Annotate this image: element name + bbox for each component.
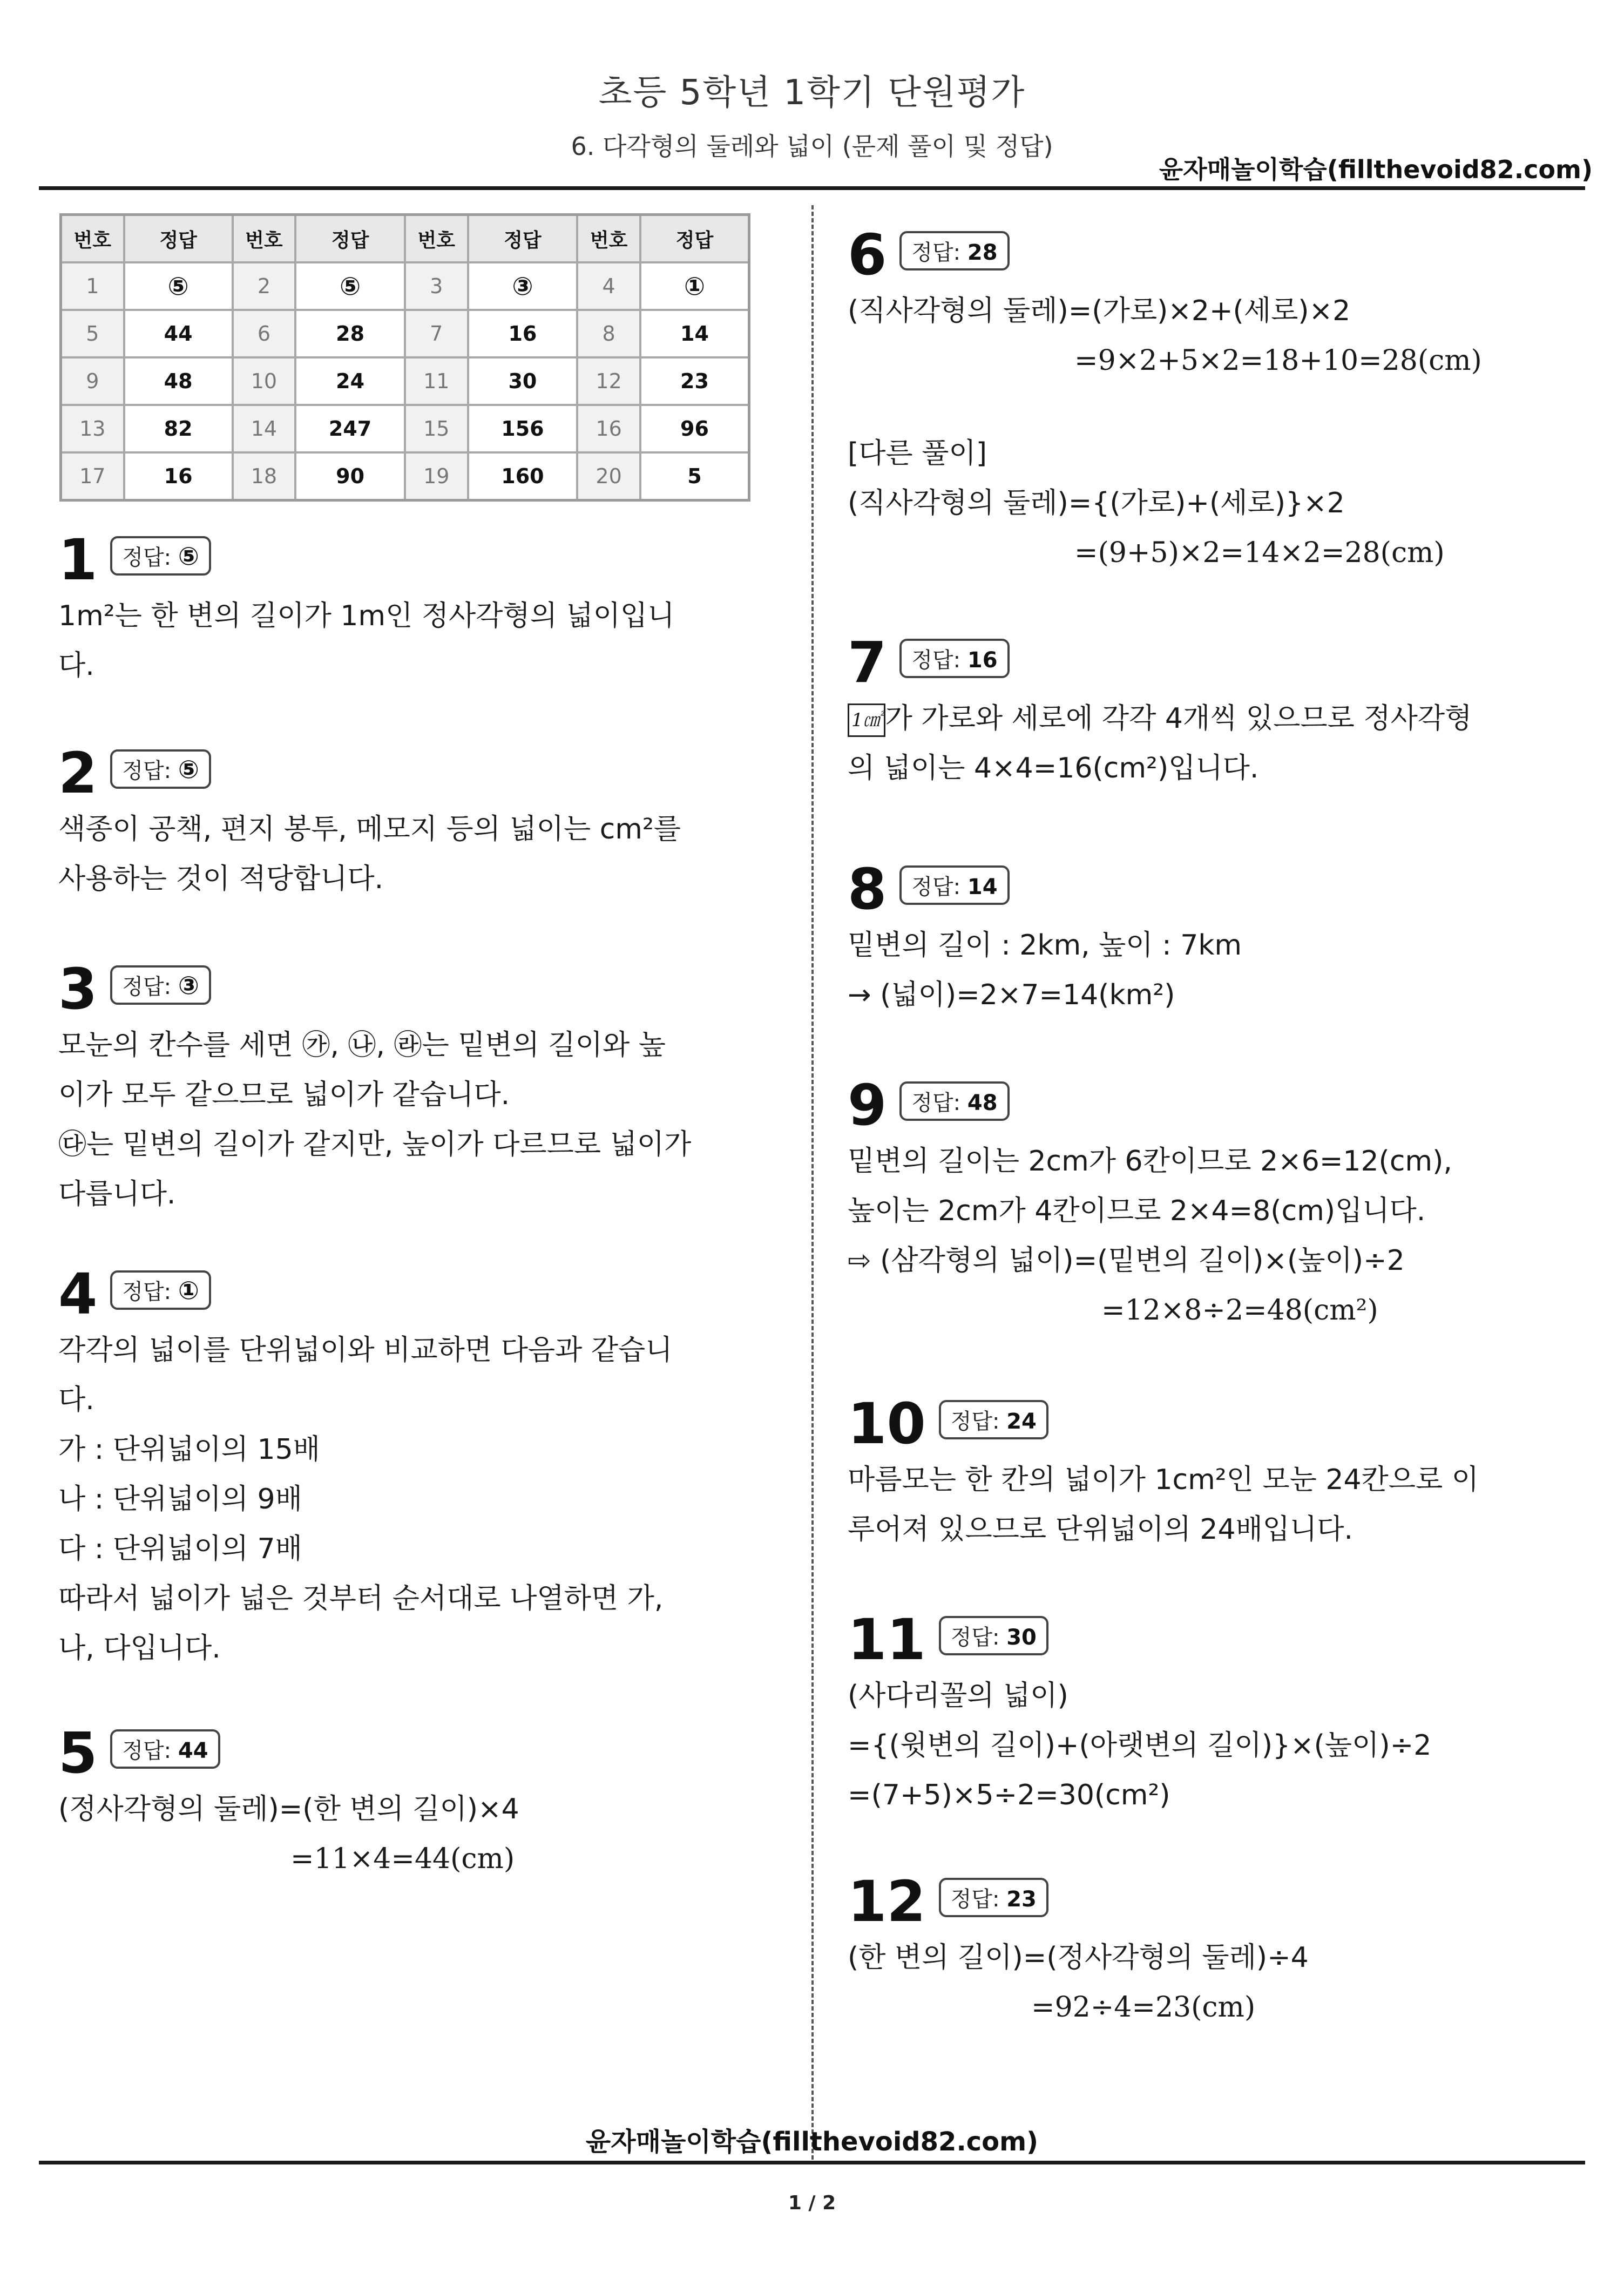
answer-value: ③: [468, 262, 578, 310]
answer-badge: [899, 1081, 1009, 1121]
solution-text: [58, 1325, 755, 1673]
answer-label: 정답:: [122, 545, 172, 570]
answer-value: 96: [640, 405, 749, 452]
answer-badge: [110, 1729, 220, 1769]
solution-text: [848, 1933, 1309, 2032]
solution-line: ={(윗변의 길이)+(아랫변의 길이)}×(높이)÷2: [848, 1729, 1432, 1762]
answer-value: 82: [124, 405, 233, 452]
answer-badge: [939, 1878, 1048, 1917]
header-number: 번호: [61, 215, 124, 263]
solution-line: =9×2+5×2=18+10=28(cm): [1074, 344, 1482, 377]
page-subtitle: 6. 다각형의 둘레와 넓이 (문제 풀이 및 정답): [571, 132, 1053, 161]
page-number: 1 / 2: [788, 2192, 836, 2214]
question-1: [58, 527, 755, 691]
answer-value: 23: [640, 357, 749, 405]
solution-line: (직사각형의 둘레)={(가로)+(세로)}×2: [848, 487, 1345, 519]
solution-line: → (넓이)=2×7=14(km²): [848, 979, 1175, 1011]
answer-number: 1: [61, 262, 124, 310]
answer-value: 44: [178, 1738, 208, 1763]
question-number: 6: [848, 222, 887, 288]
question-number: 11: [848, 1607, 926, 1673]
answer-value: 28: [295, 310, 405, 357]
solution-line: 다릅니다.: [58, 1178, 176, 1210]
answer-number: 19: [405, 452, 468, 500]
answer-number: 16: [577, 405, 640, 452]
question-8: [848, 856, 1242, 1020]
answer-label: 정답:: [122, 1738, 172, 1763]
answer-value: 90: [295, 452, 405, 500]
answer-value: 5: [640, 452, 749, 500]
answer-value: 24: [1006, 1409, 1037, 1434]
answer-label: 정답:: [122, 974, 172, 999]
answer-number: 11: [405, 357, 468, 405]
answer-number: 10: [233, 357, 296, 405]
brand-header: 윤자매놀이학습(fillthevoid82.com): [1159, 155, 1593, 184]
answer-value: ⑤: [124, 262, 233, 310]
solution-text: [848, 694, 1472, 793]
solution-text: [848, 1671, 1431, 1820]
answer-value: 23: [1006, 1886, 1037, 1912]
solution-text: [848, 921, 1242, 1020]
solution-line: 이가 모두 같으므로 넓이가 같습니다.: [58, 1079, 510, 1111]
answer-number: 17: [61, 452, 124, 500]
answer-value: 247: [295, 405, 405, 452]
solution-line: 사용하는 것이 적당합니다.: [58, 863, 384, 895]
answer-value: ⑤: [295, 262, 405, 310]
answer-value: 16: [967, 647, 998, 673]
answer-label: 정답:: [950, 1625, 1000, 1650]
question-10: [848, 1391, 1479, 1554]
answer-value: 14: [967, 874, 998, 899]
alt-solution-label: [다른 풀이]: [848, 437, 987, 470]
answer-value: 30: [468, 357, 578, 405]
solution-line: 모눈의 칸수를 세면 ㉮, ㉯, ㉱는 밑변의 길이와 높: [58, 1029, 666, 1061]
answer-value: 24: [295, 357, 405, 405]
bottom-rule: [39, 2161, 1585, 2164]
solution-line: 밑변의 길이는 2cm가 6칸이므로 2×6=12(cm),: [848, 1145, 1452, 1178]
solution-text: [58, 1784, 755, 1884]
header-number: 번호: [233, 215, 296, 263]
answer-number: 8: [577, 310, 640, 357]
solution-line: 가 가로와 세로에 각각 4개씩 있으므로 정사각형: [885, 702, 1472, 735]
answer-number: 7: [405, 310, 468, 357]
solution-line: 따라서 넓이가 넓은 것부터 순서대로 나열하면 가,: [58, 1582, 664, 1615]
top-rule: [39, 186, 1585, 190]
answer-badge: [899, 231, 1009, 270]
question-number: 12: [848, 1869, 926, 1934]
solution-line: =(9+5)×2=14×2=28(cm): [1074, 537, 1445, 569]
solution-line: ⇨ (삼각형의 넓이)=(밑변의 길이)×(높이)÷2: [848, 1244, 1405, 1277]
answer-value: 160: [468, 452, 578, 500]
answer-badge: [110, 536, 211, 576]
answer-label: 정답:: [950, 1886, 1000, 1912]
header-number: 번호: [577, 215, 640, 263]
answer-label: 정답:: [911, 647, 961, 673]
question-number: 10: [848, 1391, 926, 1457]
solution-line: 색종이 공책, 편지 봉투, 메모지 등의 넓이는 cm²를: [58, 813, 681, 845]
solution-line: 루어져 있으므로 단위넓이의 24배입니다.: [848, 1513, 1353, 1546]
solution-line: (사다리꼴의 넓이): [848, 1680, 1068, 1712]
solution-line: (정사각형의 둘레)=(한 변의 길이)×4: [58, 1793, 519, 1825]
solution-line: 다.: [58, 1384, 94, 1416]
answer-badge: [110, 965, 211, 1005]
brand-footer: 윤자매놀이학습(fillthevoid82.com): [585, 2127, 1039, 2157]
answer-number: 14: [233, 405, 296, 452]
solution-line: 의 넓이는 4×4=16(cm²)입니다.: [848, 752, 1259, 784]
answer-label: 정답:: [950, 1409, 1000, 1434]
answer-value: 14: [640, 310, 749, 357]
question-9: [848, 1072, 1452, 1335]
column-divider: [811, 205, 814, 2160]
answer-label: 정답:: [911, 240, 961, 265]
header-number: 번호: [405, 215, 468, 263]
answer-number: 12: [577, 357, 640, 405]
header-answer: 정답: [295, 215, 405, 263]
square-centimeter-icon: 1㎠: [848, 703, 885, 737]
question-number: 7: [848, 630, 887, 695]
solution-line: =12×8÷2=48(cm²): [1101, 1294, 1378, 1327]
answer-label: 정답:: [122, 758, 172, 783]
solution-line: 나 : 단위넓이의 9배: [58, 1483, 302, 1516]
answer-value: ①: [178, 1275, 199, 1305]
question-3: [58, 956, 755, 1219]
solution-line: 1m²는 한 변의 길이가 1m인 정사각형의 넓이입니: [58, 600, 675, 632]
table-row: [61, 405, 749, 452]
header-answer: 정답: [468, 215, 578, 263]
answer-value: 44: [124, 310, 233, 357]
table-row: [61, 310, 749, 357]
answer-value: ①: [640, 262, 749, 310]
solution-text: [58, 591, 755, 691]
solution-line: 밑변의 길이 : 2km, 높이 : 7km: [848, 929, 1242, 962]
question-11: [848, 1607, 1432, 1820]
question-number: 5: [58, 1720, 98, 1786]
solution-line: =92÷4=23(cm): [1031, 1991, 1256, 2024]
answer-value: ⑤: [178, 754, 199, 784]
solution-line: =(7+5)×5÷2=30(cm²): [848, 1779, 1170, 1811]
solution-line: 나, 다입니다.: [58, 1632, 221, 1665]
solution-line: 가 : 단위넓이의 15배: [58, 1433, 320, 1466]
question-number: 3: [58, 956, 98, 1022]
solution-line: 다.: [58, 650, 94, 682]
answer-value: 28: [967, 240, 998, 265]
answer-number: 3: [405, 262, 468, 310]
solution-text: [848, 286, 1482, 578]
question-number: 8: [848, 856, 887, 922]
solution-text: [58, 804, 755, 904]
answer-value: 16: [468, 310, 578, 357]
answer-value: 30: [1006, 1625, 1037, 1650]
answer-table: [59, 213, 750, 502]
solution-line: 마름모는 한 칸의 넓이가 1cm²인 모눈 24칸으로 이: [848, 1464, 1479, 1496]
answer-number: 6: [233, 310, 296, 357]
solution-line: 다 : 단위넓이의 7배: [58, 1533, 302, 1565]
answer-value: 48: [124, 357, 233, 405]
solution-line: (한 변의 길이)=(정사각형의 둘레)÷4: [848, 1941, 1309, 1974]
solution-line: 높이는 2cm가 4칸이므로 2×4=8(cm)입니다.: [848, 1195, 1426, 1227]
question-number: 2: [58, 740, 98, 806]
solution-line: (직사각형의 둘레)=(가로)×2+(세로)×2: [848, 295, 1351, 327]
question-number: 9: [848, 1072, 887, 1138]
answer-label: 정답:: [122, 1279, 172, 1304]
answer-badge: [899, 865, 1009, 905]
question-5: [58, 1720, 755, 1884]
answer-value: 156: [468, 405, 578, 452]
answer-number: 5: [61, 310, 124, 357]
question-7: [848, 630, 1472, 793]
answer-number: 15: [405, 405, 468, 452]
question-number: 1: [58, 527, 98, 593]
answer-number: 20: [577, 452, 640, 500]
answer-value: 48: [967, 1090, 998, 1115]
answer-badge: [939, 1400, 1048, 1439]
table-row: [61, 452, 749, 500]
answer-badge: [939, 1616, 1048, 1655]
answer-badge: [110, 749, 211, 789]
solution-text: [58, 1020, 755, 1219]
solution-text: [848, 1136, 1452, 1335]
answer-number: 9: [61, 357, 124, 405]
answer-value: ③: [178, 970, 199, 1000]
answer-number: 4: [577, 262, 640, 310]
question-number: 4: [58, 1261, 98, 1327]
answer-number: 2: [233, 262, 296, 310]
header-answer: 정답: [640, 215, 749, 263]
header-answer: 정답: [124, 215, 233, 263]
page-title: 초등 5학년 1학기 단원평가: [598, 73, 1026, 113]
answer-table-header: [61, 215, 749, 263]
solution-line: =11×4=44(cm): [290, 1843, 515, 1875]
answer-badge: [110, 1270, 211, 1310]
question-12: [848, 1869, 1309, 2032]
solution-text: [848, 1455, 1479, 1554]
table-row: [61, 262, 749, 310]
solution-line: ㉰는 밑변의 길이가 같지만, 높이가 다르므로 넓이가: [58, 1128, 692, 1161]
answer-badge: [899, 639, 1009, 678]
answer-number: 18: [233, 452, 296, 500]
answer-value: ⑤: [178, 541, 199, 571]
question-4: [58, 1261, 755, 1673]
answer-value: 16: [124, 452, 233, 500]
table-row: [61, 357, 749, 405]
answer-number: 13: [61, 405, 124, 452]
answer-label: 정답:: [911, 874, 961, 899]
solution-line: 각각의 넓이를 단위넓이와 비교하면 다음과 같습니: [58, 1334, 673, 1366]
question-6: [848, 222, 1482, 578]
answer-label: 정답:: [911, 1090, 961, 1115]
question-2: [58, 740, 755, 904]
